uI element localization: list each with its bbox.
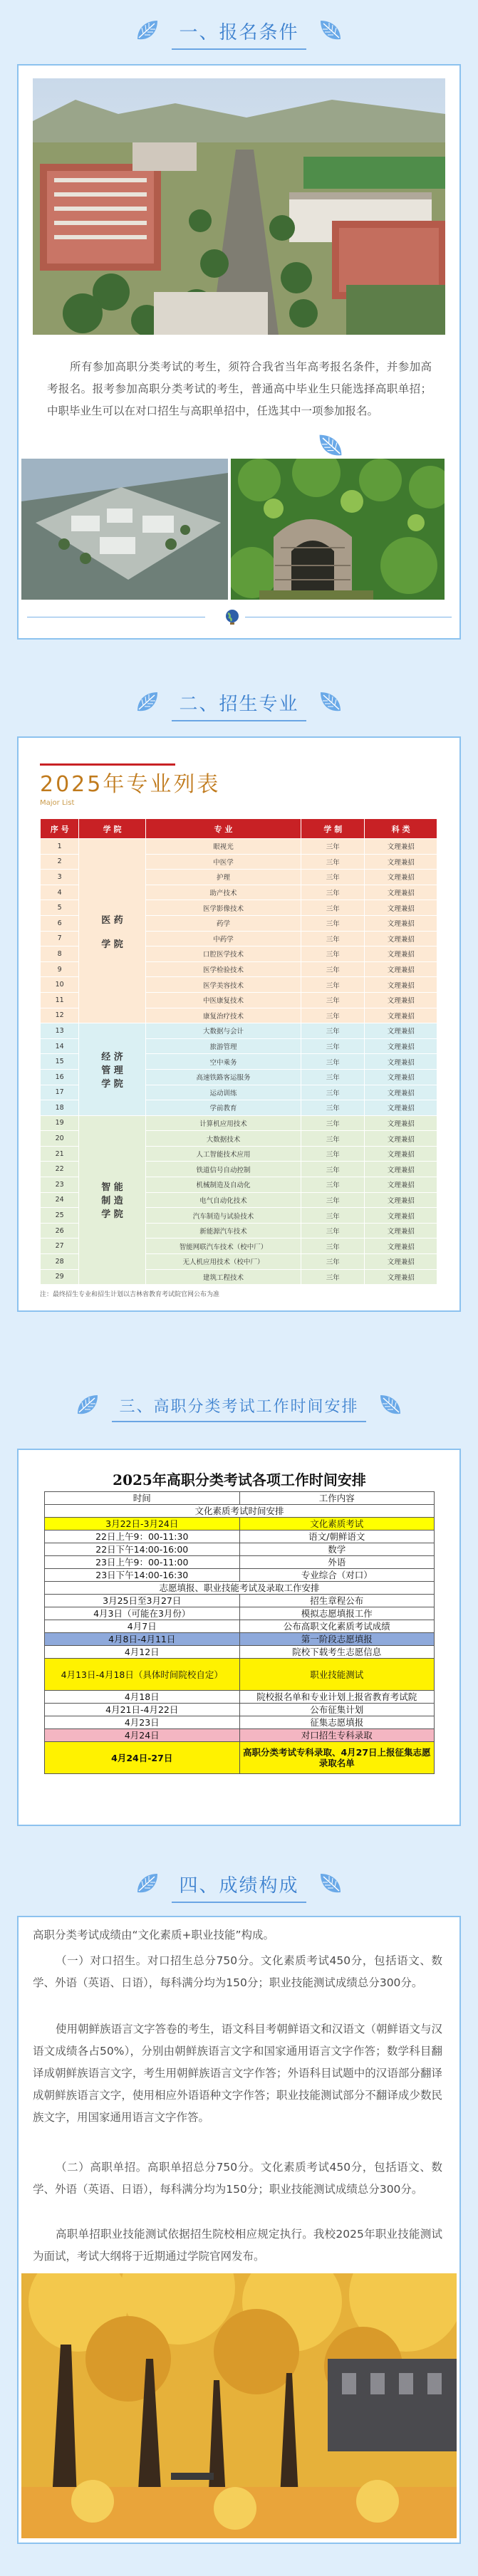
table-row	[45, 1505, 435, 1518]
row-number: 13	[41, 1023, 79, 1039]
row-number: 14	[41, 1038, 79, 1054]
major-cell: 电气自动化技术	[145, 1192, 301, 1208]
time-cell: 4月24日-27日	[45, 1742, 240, 1774]
type-cell: 文理兼招	[365, 1146, 437, 1162]
col-header: 学 制	[301, 819, 365, 839]
table-row	[45, 1556, 435, 1569]
content-cell: 第一阶段志愿填报	[239, 1633, 435, 1646]
major-table	[40, 818, 437, 1285]
years-cell: 三年	[301, 1008, 365, 1023]
years-cell: 三年	[301, 1023, 365, 1039]
major-cell: 康复治疗技术	[145, 1008, 301, 1023]
leaf-icon	[315, 430, 346, 462]
leaf-icon	[376, 1391, 405, 1419]
type-cell: 文理兼招	[365, 1008, 437, 1023]
row-number: 9	[41, 961, 79, 977]
years-cell: 三年	[301, 1115, 365, 1131]
table-row	[45, 1704, 435, 1716]
table-row	[41, 839, 437, 855]
section-header-score	[0, 1860, 478, 1907]
content-cell: 外语	[239, 1556, 435, 1569]
row-number: 21	[41, 1146, 79, 1162]
table-row	[45, 1531, 435, 1543]
years-cell: 三年	[301, 1131, 365, 1147]
type-cell: 文理兼招	[365, 1131, 437, 1147]
subheader-cell: 文化素质考试时间安排	[45, 1505, 435, 1518]
header-cell: 时间	[45, 1492, 240, 1505]
row-number: 3	[41, 870, 79, 885]
section-title: 三、高职分类考试工作时间安排	[109, 1394, 368, 1417]
table-row	[41, 1115, 437, 1131]
type-cell: 文理兼招	[365, 1239, 437, 1254]
leaf-icon	[133, 16, 162, 45]
table-row	[45, 1569, 435, 1582]
major-cell: 空中乘务	[145, 1054, 301, 1070]
table-row	[45, 1659, 435, 1691]
major-cell: 汽车制造与试验技术	[145, 1208, 301, 1224]
major-cell: 中医学	[145, 854, 301, 870]
college-cell: 智 能 制 造 学 院	[79, 1115, 145, 1285]
content-cell: 公布征集计划	[239, 1704, 435, 1716]
row-number: 22	[41, 1162, 79, 1177]
major-cell: 铁道信号自动控制	[145, 1162, 301, 1177]
major-list-title: 2025年专业列表	[40, 772, 221, 797]
years-cell: 三年	[301, 992, 365, 1008]
years-cell: 三年	[301, 1085, 365, 1100]
type-cell: 文理兼招	[365, 1115, 437, 1131]
years-cell: 三年	[301, 839, 365, 855]
row-number: 5	[41, 900, 79, 916]
years-cell: 三年	[301, 1223, 365, 1239]
years-cell: 三年	[301, 977, 365, 993]
major-cell: 中医康复技术	[145, 992, 301, 1008]
section-header-majors	[0, 679, 478, 726]
content-cell: 专业综合（对口）	[239, 1569, 435, 1582]
row-number: 24	[41, 1192, 79, 1208]
table-row	[45, 1729, 435, 1742]
type-cell: 文理兼招	[365, 977, 437, 993]
content-cell: 公布高职文化素质考试成绩	[239, 1620, 435, 1633]
type-cell: 文理兼招	[365, 1208, 437, 1224]
score-paragraph: 使用朝鲜族语言文字答卷的考生，语文科目考朝鲜语文和汉语文（朝鲜语文与汉语文成绩各占50%），分别由朝鲜族语言文字和国家通用语言文字作答；数学科目翻译成朝鲜族语言文字，考生用朝鲜族语言文字作答；外语科目试题中的汉语部分翻译成朝鲜族语言文字，使用相应外语语种文字作答；职业技能测试部分不翻译成少数民族文字，用国家通用语言文字作答。	[33, 2023, 442, 2124]
row-number: 18	[41, 1100, 79, 1116]
table-row	[45, 1691, 435, 1704]
title-rule	[40, 763, 175, 766]
table-row	[41, 1023, 437, 1039]
globe-icon	[224, 608, 241, 625]
col-header: 科 类	[365, 819, 437, 839]
section-title: 一、报名条件	[169, 18, 308, 44]
major-cell: 药学	[145, 915, 301, 931]
row-number: 15	[41, 1054, 79, 1070]
time-cell: 23日下午14:00-16:30	[45, 1569, 240, 1582]
type-cell: 文理兼招	[365, 1069, 437, 1085]
section-header-registration	[0, 7, 478, 54]
years-cell: 三年	[301, 1146, 365, 1162]
table-row	[45, 1633, 435, 1646]
years-cell: 三年	[301, 1038, 365, 1054]
content-cell: 院校下载考生志愿信息	[239, 1646, 435, 1659]
major-cell: 建筑工程技术	[145, 1269, 301, 1285]
major-cell: 眼视光	[145, 839, 301, 855]
score-paragraph: 高职分类考试成绩由“文化素质+职业技能”构成。	[33, 1929, 275, 1941]
time-cell: 4月8日-4月11日	[45, 1633, 240, 1646]
major-cell: 医学美容技术	[145, 977, 301, 993]
score-paragraph: （二）高职单招。高职单招总分750分。文化素质考试450分，包括语文、数学、外语（英语、日语），每科满分均为150分；职业技能测试成绩总分300分。	[33, 2161, 442, 2196]
type-cell: 文理兼招	[365, 900, 437, 916]
college-cell: 医 药 学 院	[79, 839, 145, 1023]
type-cell: 文理兼招	[365, 1192, 437, 1208]
years-cell: 三年	[301, 1192, 365, 1208]
row-number: 17	[41, 1085, 79, 1100]
row-number: 29	[41, 1269, 79, 1285]
years-cell: 三年	[301, 1254, 365, 1270]
row-number: 4	[41, 885, 79, 900]
time-cell: 22日下午14:00-16:00	[45, 1543, 240, 1556]
content-cell: 数学	[239, 1543, 435, 1556]
table-row	[45, 1742, 435, 1774]
time-cell: 4月18日	[45, 1691, 240, 1704]
type-cell: 文理兼招	[365, 1085, 437, 1100]
row-number: 1	[41, 839, 79, 855]
table-row	[45, 1716, 435, 1729]
score-paragraph: 高职单招职业技能测试依据招生院校相应规定执行。我校2025年职业技能测试为面试，考试大纲将于近期通过学院官网发布。	[33, 2228, 442, 2263]
type-cell: 文理兼招	[365, 1054, 437, 1070]
campus-model-photo	[21, 459, 228, 600]
years-cell: 三年	[301, 854, 365, 870]
row-number: 25	[41, 1208, 79, 1224]
years-cell: 三年	[301, 1269, 365, 1285]
years-cell: 三年	[301, 1100, 365, 1116]
row-number: 10	[41, 977, 79, 993]
row-number: 8	[41, 947, 79, 962]
major-cell: 大数据技术	[145, 1131, 301, 1147]
time-cell: 4月23日	[45, 1716, 240, 1729]
content-cell: 征集志愿填报	[239, 1716, 435, 1729]
stone-well-photo	[231, 459, 445, 600]
content-cell: 院校报名单和专业计划上报省教育考试院	[239, 1691, 435, 1704]
leaf-icon	[73, 1391, 102, 1419]
years-cell: 三年	[301, 915, 365, 931]
table-row	[45, 1518, 435, 1531]
row-number: 11	[41, 992, 79, 1008]
leaf-icon	[133, 688, 162, 716]
header-cell: 工作内容	[239, 1492, 435, 1505]
type-cell: 文理兼招	[365, 1254, 437, 1270]
major-cell: 护理	[145, 870, 301, 885]
major-cell: 人工智能技术应用	[145, 1146, 301, 1162]
type-cell: 文理兼招	[365, 1023, 437, 1039]
col-header: 学 院	[79, 819, 145, 839]
col-header: 序 号	[41, 819, 79, 839]
time-cell: 4月21日-4月22日	[45, 1704, 240, 1716]
major-cell: 无人机应用技术（校中厂）	[145, 1254, 301, 1270]
major-cell: 机械制造及自动化	[145, 1177, 301, 1193]
section-header-schedule	[0, 1382, 478, 1429]
type-cell: 文理兼招	[365, 1100, 437, 1116]
table-row	[45, 1620, 435, 1633]
subheader-cell: 志愿填报、职业技能考试及录取工作安排	[45, 1582, 435, 1595]
major-cell: 新能源汽车技术	[145, 1223, 301, 1239]
content-cell: 职业技能测试	[239, 1659, 435, 1691]
major-cell: 口腔医学技术	[145, 947, 301, 962]
table-row	[45, 1607, 435, 1620]
content-cell: 语文/朝鲜语文	[239, 1531, 435, 1543]
years-cell: 三年	[301, 1069, 365, 1085]
schedule	[44, 1469, 435, 1774]
campus-aerial-photo	[33, 78, 445, 335]
schedule-title: 2025年高职分类考试各项工作时间安排	[113, 1471, 366, 1488]
leaf-icon	[316, 16, 345, 45]
type-cell: 文理兼招	[365, 961, 437, 977]
content-cell: 对口招生专科录取	[239, 1729, 435, 1742]
leaf-icon	[133, 1870, 162, 1898]
content-cell: 高职分类考试专科录取、4月27日上报征集志愿录取名单	[239, 1742, 435, 1774]
time-cell: 3月25日至3月27日	[45, 1595, 240, 1607]
type-cell: 文理兼招	[365, 1177, 437, 1193]
years-cell: 三年	[301, 1239, 365, 1254]
years-cell: 三年	[301, 885, 365, 900]
years-cell: 三年	[301, 931, 365, 947]
type-cell: 文理兼招	[365, 1162, 437, 1177]
major-cell: 计算机应用技术	[145, 1115, 301, 1131]
years-cell: 三年	[301, 1208, 365, 1224]
row-number: 16	[41, 1069, 79, 1085]
major-cell: 医学检验技术	[145, 961, 301, 977]
section-title: 二、招生专业	[169, 689, 308, 716]
type-cell: 文理兼招	[365, 947, 437, 962]
time-cell: 23日上午9：00-11:00	[45, 1556, 240, 1569]
major-cell: 大数据与会计	[145, 1023, 301, 1039]
row-number: 27	[41, 1239, 79, 1254]
time-cell: 4月13日-4月18日（具体时间院校自定）	[45, 1659, 240, 1691]
schedule-table	[44, 1491, 435, 1774]
major-cell: 助产技术	[145, 885, 301, 900]
table-row	[45, 1595, 435, 1607]
major-cell: 智能网联汽车技术（校中厂）	[145, 1239, 301, 1254]
major-cell: 医学影像技术	[145, 900, 301, 916]
leaf-icon	[316, 688, 345, 716]
major-cell: 旅游管理	[145, 1038, 301, 1054]
table-row	[45, 1492, 435, 1505]
row-number: 23	[41, 1177, 79, 1193]
type-cell: 文理兼招	[365, 870, 437, 885]
major-cell: 高速铁路客运服务	[145, 1069, 301, 1085]
time-cell: 4月24日	[45, 1729, 240, 1742]
registration-panel	[17, 64, 461, 640]
time-cell: 3月22日-3月24日	[45, 1518, 240, 1531]
table-row	[45, 1582, 435, 1595]
years-cell: 三年	[301, 1177, 365, 1193]
table-row	[45, 1543, 435, 1556]
type-cell: 文理兼招	[365, 839, 437, 855]
row-number: 12	[41, 1008, 79, 1023]
type-cell: 文理兼招	[365, 992, 437, 1008]
type-cell: 文理兼招	[365, 885, 437, 900]
years-cell: 三年	[301, 1054, 365, 1070]
row-number: 2	[41, 854, 79, 870]
time-cell: 4月3日（可能在3月份）	[45, 1607, 240, 1620]
major-list-note: 注：最终招生专业和招生计划以吉林省教育考试院官网公布为准	[40, 1291, 220, 1299]
college-cell: 经 济 管 理 学 院	[79, 1023, 145, 1116]
score-panel	[17, 1916, 461, 2544]
major-cell: 中药学	[145, 931, 301, 947]
years-cell: 三年	[301, 961, 365, 977]
type-cell: 文理兼招	[365, 1223, 437, 1239]
time-cell: 22日上午9：00-11:30	[45, 1531, 240, 1543]
leaf-icon	[316, 1870, 345, 1898]
years-cell: 三年	[301, 900, 365, 916]
time-cell: 4月7日	[45, 1620, 240, 1633]
row-number: 28	[41, 1254, 79, 1270]
time-cell: 4月12日	[45, 1646, 240, 1659]
content-cell: 模拟志愿填报工作	[239, 1607, 435, 1620]
type-cell: 文理兼招	[365, 1269, 437, 1285]
type-cell: 文理兼招	[365, 915, 437, 931]
row-number: 20	[41, 1131, 79, 1147]
type-cell: 文理兼招	[365, 931, 437, 947]
col-header: 专 业	[145, 819, 301, 839]
content-cell: 招生章程公布	[239, 1595, 435, 1607]
row-number: 7	[41, 931, 79, 947]
registration-paragraph: 所有参加高职分类考试的考生，须符合我省当年高考报名条件，并参加高考报名。报考参加高职分类考试的考生，普通高中毕业生只能选择高职单招；中职毕业生可以在对口招生与高职单招中，任选其中一项参加报名。	[47, 360, 432, 417]
major-cell: 学前教育	[145, 1100, 301, 1116]
type-cell: 文理兼招	[365, 854, 437, 870]
table-row	[45, 1646, 435, 1659]
content-cell: 文化素质考试	[239, 1518, 435, 1531]
row-number: 26	[41, 1223, 79, 1239]
years-cell: 三年	[301, 870, 365, 885]
years-cell: 三年	[301, 947, 365, 962]
row-number: 6	[41, 915, 79, 931]
major-list	[40, 766, 439, 1298]
section-title: 四、成绩构成	[169, 1871, 308, 1897]
major-cell: 运动训练	[145, 1085, 301, 1100]
autumn-campus-photo	[21, 2273, 457, 2538]
row-number: 19	[41, 1115, 79, 1131]
major-list-subtitle: Major List	[40, 799, 75, 807]
score-paragraph: （一）对口招生。对口招生总分750分。文化素质考试450分，包括语文、数学、外语（英语、日语），每科满分均为150分；职业技能测试成绩总分300分。	[33, 1954, 442, 1989]
type-cell: 文理兼招	[365, 1038, 437, 1054]
years-cell: 三年	[301, 1162, 365, 1177]
